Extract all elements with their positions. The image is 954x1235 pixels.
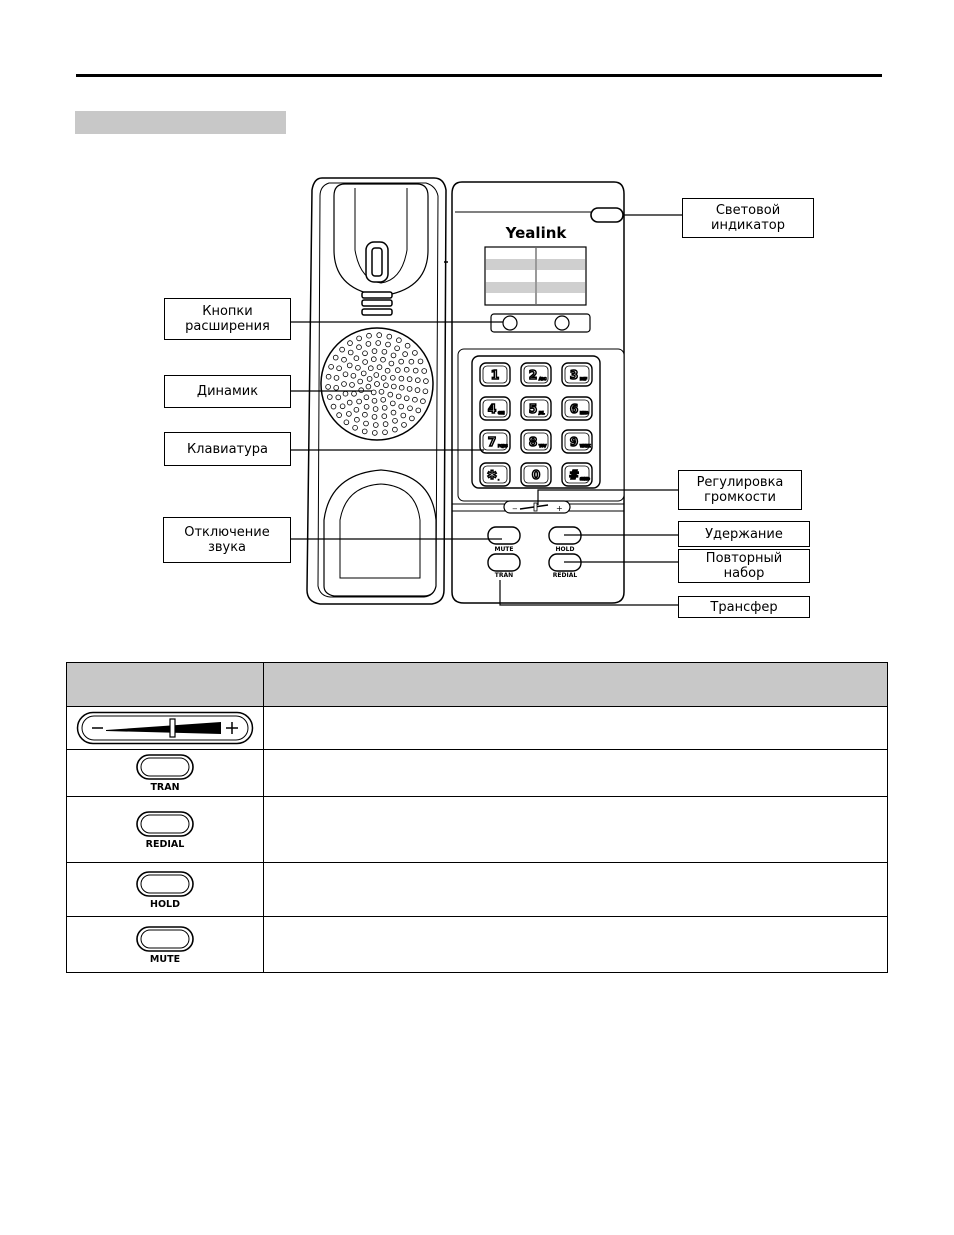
speaker-hole [342, 357, 347, 362]
key-digit: 1 [490, 368, 500, 382]
table-icon-cell [67, 750, 264, 797]
speaker-hole [327, 395, 332, 400]
speaker-hole [382, 414, 387, 419]
speaker-hole [422, 369, 427, 374]
volume-minus-sign: − [512, 505, 518, 513]
key-letters: JKL [539, 411, 545, 415]
speaker-hole [407, 377, 412, 382]
keypad-key[interactable] [562, 363, 592, 386]
keypad-key[interactable] [480, 397, 510, 420]
tran-button-label: TRAN [150, 782, 180, 793]
speaker-hole [371, 357, 376, 362]
speaker-hole [395, 346, 400, 351]
speaker-hole [395, 368, 400, 373]
speaker-hole [397, 338, 402, 343]
table-desc-cell [264, 863, 888, 917]
speaker-hole [326, 385, 331, 390]
callout-transfer: Трансфер [678, 596, 810, 618]
key-letters: MNO [580, 411, 589, 415]
speaker-hole [350, 383, 355, 388]
speaker-hole [366, 384, 371, 389]
key-digit: 9 [569, 435, 579, 449]
speaker-hole [357, 336, 362, 341]
key-digit: ✱ [486, 468, 498, 482]
speaker-hole [377, 365, 382, 370]
speaker-hole [343, 391, 348, 396]
speaker-hole [357, 345, 362, 350]
speaker-hole [391, 410, 396, 415]
speaker-hole [402, 423, 407, 428]
key-letters: . [498, 477, 500, 481]
speaker-hole [382, 405, 387, 410]
callout-hold: Удержание [678, 521, 810, 547]
speaker-hole [372, 398, 377, 403]
speaker-hole [410, 416, 415, 421]
table-icon-cell [67, 797, 264, 863]
speaker-hole [418, 359, 423, 364]
speaker-hole [334, 376, 339, 381]
speaker-hole [385, 368, 390, 373]
speaker-hole [386, 342, 391, 347]
speaker-hole [399, 376, 404, 381]
table-row [67, 917, 888, 973]
speaker-hole [403, 352, 408, 357]
speaker-hole [353, 425, 358, 430]
mute-button-label: MUTE [149, 953, 181, 965]
key-digit: 4 [487, 402, 497, 416]
speaker-hole [377, 333, 382, 338]
keypad-key[interactable] [562, 463, 592, 486]
speaker-hole [407, 387, 412, 392]
speaker-hole [355, 417, 360, 422]
speaker-hole [366, 342, 371, 347]
keypad-key[interactable] [480, 430, 510, 453]
speaker-hole [364, 421, 369, 426]
speaker-hole [331, 404, 336, 409]
keypad-key[interactable] [562, 397, 592, 420]
speaker-hole [336, 395, 341, 400]
table-icon-cell [67, 707, 264, 750]
speaker-hole [347, 400, 352, 405]
table-desc-cell [264, 797, 888, 863]
speaker-hole [343, 372, 348, 377]
key-letters: PQRS [498, 444, 508, 448]
speaker-hole [409, 359, 414, 364]
hold-button-label: HOLD [150, 898, 180, 910]
key-description-table [66, 662, 888, 973]
speaker-hole [381, 376, 386, 381]
keypad-key[interactable] [521, 463, 551, 486]
speaker-hole [363, 412, 368, 417]
speaker-hole [359, 388, 364, 393]
speaker-hole [352, 391, 357, 396]
speaker-hole [404, 396, 409, 401]
speaker-hole [342, 382, 347, 387]
speaker-hole [337, 366, 342, 371]
key-digit: # [568, 468, 580, 482]
callout-volume: Регулировка громкости [678, 470, 802, 510]
table-row [67, 863, 888, 917]
table-icon-cell [67, 863, 264, 917]
hold-label: HOLD [555, 546, 575, 553]
key-digit: 6 [569, 402, 579, 416]
speaker-hole [393, 427, 398, 432]
speaker-hole [367, 377, 372, 382]
speaker-hole [347, 363, 352, 368]
speaker-hole [381, 357, 386, 362]
speaker-hole [364, 404, 369, 409]
key-digit: 8 [528, 435, 538, 449]
speaker-hole [382, 349, 387, 354]
table-header-cell [264, 663, 888, 707]
speaker-hole [413, 397, 418, 402]
speaker-hole [423, 389, 428, 394]
table-desc-cell [264, 917, 888, 973]
speaker-hole [361, 371, 366, 376]
speaker-hole [405, 343, 410, 348]
phone-base [452, 182, 624, 603]
table-desc-cell [264, 750, 888, 797]
table-icon-cell [67, 917, 264, 973]
redial-button-icon [133, 810, 197, 850]
volume-bar-icon [76, 711, 254, 745]
callout-speaker: Динамик [164, 375, 291, 408]
key-digit: 0 [531, 468, 541, 482]
redial-label: REDIAL [552, 572, 578, 579]
speaker-hole [333, 355, 338, 360]
speaker-hole [415, 378, 420, 383]
speaker-hole [421, 399, 426, 404]
speaker-hole [383, 430, 388, 435]
key-digit: 7 [487, 435, 497, 449]
speaker-hole [379, 389, 384, 394]
speaker-hole [348, 350, 353, 355]
key-letters: ABC [539, 377, 547, 381]
speaker-hole [372, 415, 377, 420]
speaker-hole [354, 356, 359, 361]
speaker-hole [351, 373, 356, 378]
key-digit: 2 [528, 368, 538, 382]
speaker-hole [399, 404, 404, 409]
table-header-row [67, 663, 888, 707]
speaker-hole [363, 351, 368, 356]
speaker-hole [344, 420, 349, 425]
redial-button-label: REDIAL [145, 838, 185, 850]
speaker-hole [364, 395, 369, 400]
speaker-hole [388, 392, 393, 397]
keypad-key[interactable] [480, 363, 510, 386]
speaker-hole [415, 388, 420, 393]
keypad-key[interactable] [562, 430, 592, 453]
speaker-hole [354, 407, 359, 412]
speaker-hole [424, 379, 429, 384]
speaker-hole [348, 341, 353, 346]
volume-plus-sign: + [556, 504, 563, 513]
speaker-hole [387, 334, 392, 339]
tran-label: TRAN [494, 572, 514, 579]
speaker-hole [404, 367, 409, 372]
speaker-hole [363, 360, 368, 365]
speaker-hole [391, 384, 396, 389]
key-letters: SEND [580, 477, 590, 481]
keypad-key[interactable] [521, 397, 551, 420]
speaker-hole [408, 406, 413, 411]
speaker-hole [340, 404, 345, 409]
callout-expansion-keys: Кнопки расширения [164, 298, 291, 340]
speaker-hole [337, 413, 342, 418]
speaker-hole [390, 401, 395, 406]
speaker-hole [381, 397, 386, 402]
speaker-hole [413, 368, 418, 373]
speaker-hole [399, 359, 404, 364]
speaker-hole [391, 353, 396, 358]
table-row [67, 797, 888, 863]
speaker-hole [416, 408, 421, 413]
keypad-key[interactable] [521, 363, 551, 386]
speaker-hole [401, 413, 406, 418]
key-letters: GHI [498, 411, 505, 415]
speaker-hole [375, 382, 380, 387]
table-row [67, 707, 888, 750]
speaker-hole [399, 385, 404, 390]
speaker-hole [356, 365, 361, 370]
speaker-hole [383, 422, 388, 427]
speaker-hole [373, 423, 378, 428]
table-header-cell [67, 663, 264, 707]
speaker-hole [390, 375, 395, 380]
speaker-hole [372, 431, 377, 436]
speaker-hole [389, 361, 394, 366]
callout-led: Световой индикатор [682, 198, 814, 238]
speaker-hole [374, 373, 379, 378]
speaker-hole [329, 364, 334, 369]
key-letters: WXYZ [580, 444, 591, 448]
speaker-hole [362, 429, 367, 434]
table-row [67, 750, 888, 797]
speaker-hole [372, 349, 377, 354]
key-digit: 5 [528, 402, 538, 416]
speaker-hole [413, 351, 418, 356]
speaker-hole [334, 385, 339, 390]
callout-redial: Повторный набор [678, 549, 810, 583]
speaker-hole [358, 379, 363, 384]
key-letters: TUV [539, 444, 547, 448]
key-letters: DEF [580, 377, 587, 381]
table-desc-cell [264, 707, 888, 750]
callout-keypad: Клавиатура [164, 432, 291, 466]
speaker-hole [371, 390, 376, 395]
keypad-key[interactable] [521, 430, 551, 453]
speaker-hole [368, 366, 373, 371]
tran-button-icon [133, 753, 197, 793]
callout-mute: Отключение звука [163, 517, 291, 563]
speaker-hole [373, 407, 378, 412]
brand-logo: Yealink [505, 224, 567, 242]
speaker-hole [340, 347, 345, 352]
speaker-hole [326, 374, 331, 379]
speaker-hole [393, 418, 398, 423]
hold-button-icon [133, 870, 197, 910]
speaker-hole [357, 399, 362, 404]
speaker-hole [347, 412, 352, 417]
key-digit: 3 [569, 368, 579, 382]
keypad-key[interactable] [480, 463, 510, 486]
speaker-hole [384, 383, 389, 388]
speaker-hole [367, 333, 372, 338]
mute-button-icon [133, 925, 197, 965]
mute-label: MUTE [494, 546, 514, 553]
speaker-hole [376, 341, 381, 346]
speaker-hole [396, 394, 401, 399]
